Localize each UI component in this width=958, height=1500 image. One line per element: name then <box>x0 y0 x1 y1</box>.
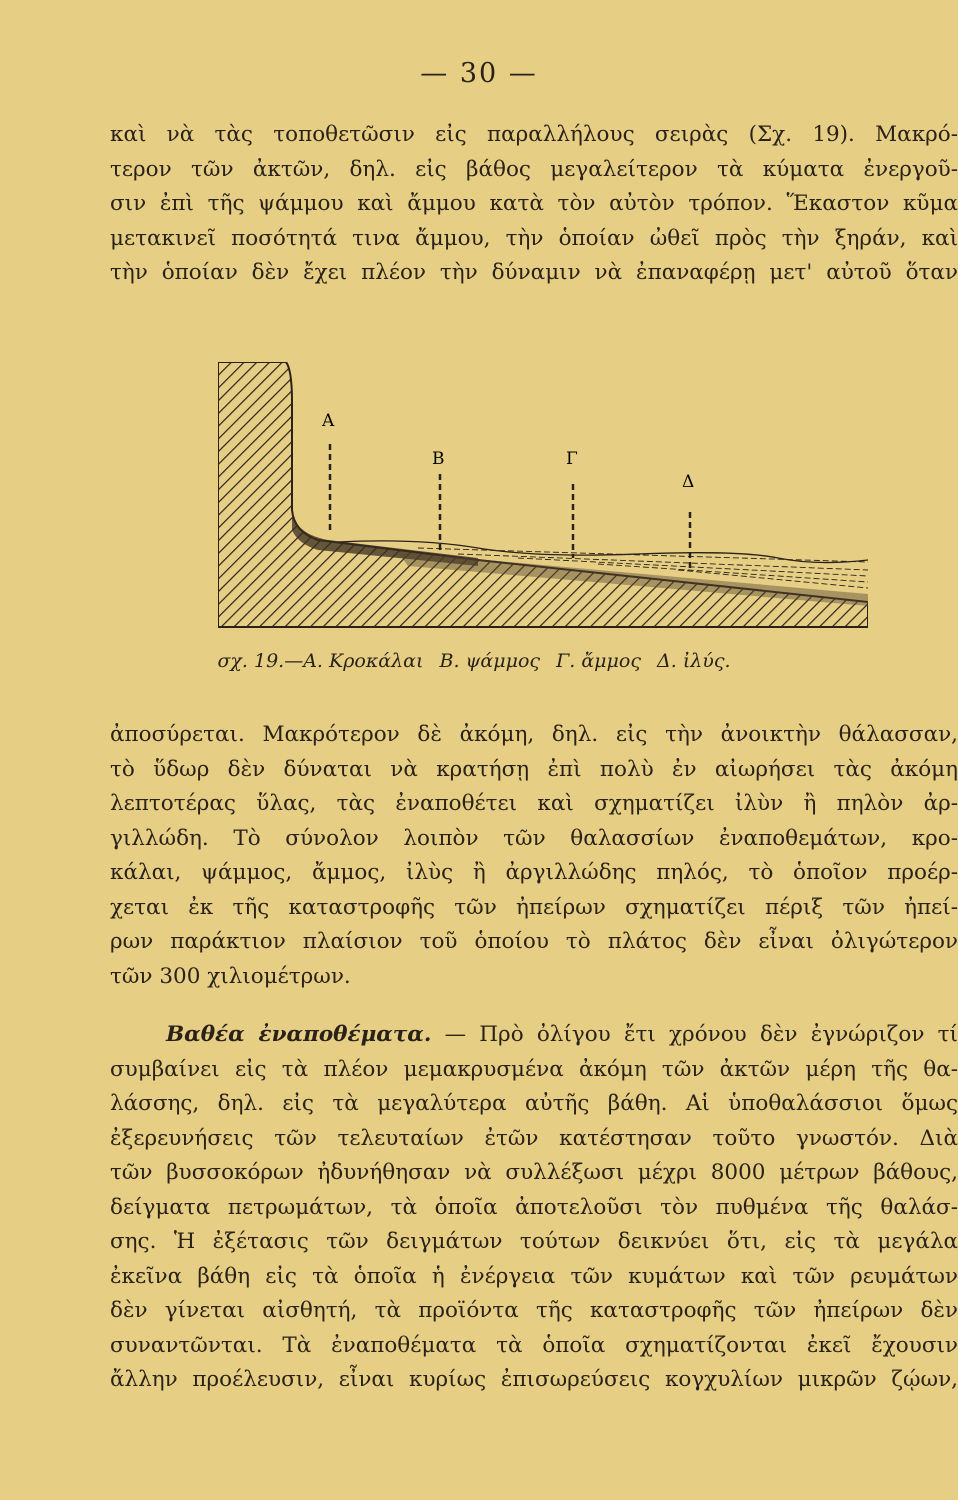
caption-b: Β. ψάμμος <box>439 650 541 672</box>
text-line: μετακινεῖ ποσότητά τινα ἄμμου, τὴν ὁποίαν ὠθεῖ πρὸς τὴν ξηράν, καὶ <box>110 225 958 251</box>
text-line: λάσσης, δηλ. εἰς τὰ μεγαλύτερα αὐτῆς βάθη. Αἱ ὑποθαλάσσιοι ὅμως <box>110 1091 958 1116</box>
caption-fig: σχ. 19.—Α. Κροκάλαι <box>217 650 424 672</box>
section-heading: Βαθέα ἐναποθέματα. <box>166 1022 432 1047</box>
caption-g: Γ. ἄμμος <box>556 650 641 672</box>
coastal-sediment-figure <box>218 362 868 632</box>
text-line: καὶ νὰ τὰς τοποθετῶσιν εἰς παραλλήλους σειρὰς (Σχ. 19). Μακρό- <box>110 122 958 147</box>
text-line: ἐξερευνήσεις τῶν τελευταίων ἐτῶν κατέστησαν τοῦτο γνωστόν. Διὰ <box>110 1125 958 1151</box>
text-line: τερον τῶν ἀκτῶν, δηλ. εἰς βάθος μεγαλείτερον τὰ κύματα ἐνεργοῦ- <box>110 156 958 182</box>
figure-caption <box>0 650 958 672</box>
text-line: συναντῶνται. Τὰ ἐναποθέματα τὰ ὁποῖα σχηματίζονται ἐκεῖ ἔχουσιν <box>110 1332 958 1358</box>
caption-d: Δ. ἰλύς. <box>657 650 731 672</box>
heading-line-text: — Πρὸ ὀλίγου ἔτι χρόνου δὲν ἐγνώριζον τί <box>444 1022 958 1047</box>
text-line: ἐκεῖνα βάθη εἰς τὰ ὁποῖα ἡ ἐνέργεια τῶν κυμάτων καὶ τῶν ρευμάτων <box>110 1263 958 1289</box>
text-line: σιν ἐπὶ τῆς ψάμμου καὶ ἄμμου κατὰ τὸν αὐτὸν τρόπον. Ἕκαστον κῦμα <box>110 191 958 216</box>
text-line: χεται ἐκ τῆς καταστροφῆς τῶν ἠπείρων σχηματίζει πέριξ τῶν ἠπεί- <box>110 894 958 920</box>
text-line: ρων παράκτιον πλαίσιον τοῦ ὁποίου τὸ πλάτος δὲν εἶναι ὀλιγώτερον <box>110 929 958 954</box>
text-line: δὲν γίνεται αἰσθητή, τὰ προϊόντα τῆς καταστροφῆς τῶν ἠπείρων δὲν <box>110 1298 958 1323</box>
label-d: Δ <box>682 472 695 492</box>
text-line: λεπτοτέρας ὕλας, τὰς ἐναποθέτει καὶ σχηματίζει ἰλὺν ἢ πηλὸν ἀρ- <box>110 791 958 816</box>
label-b: Β <box>432 449 445 469</box>
paragraph-1 <box>110 118 958 291</box>
text-line: τῶν βυσσοκόρων ἠδυνήθησαν νὰ συλλέξωσι μέχρι 8000 μέτρων βάθους, <box>110 1160 958 1185</box>
text-line: γιλλώδη. Τὸ σύνολον λοιπὸν τῶν θαλασσίων ἐναποθεμάτων, κρο- <box>110 825 958 851</box>
text-line: σης. Ἡ ἐξέτασις τῶν δειγμάτων τούτων δεικνύει ὅτι, εἰς τὰ μεγάλα <box>110 1229 958 1254</box>
text-line: ἄλλην προέλευσιν, εἶναι κυρίως ἐπισωρεύσεις κογχυλίων μικρῶν ζῴων, <box>110 1367 958 1392</box>
text-line: κάλαι, ψάμμος, ἄμμος, ἰλὺς ἢ ἀργιλλώδης πηλός, τὸ ὁποῖον προέρ- <box>110 860 958 885</box>
label-a: Α <box>322 411 335 431</box>
paragraph-3 <box>110 1018 958 1398</box>
text-line <box>110 1018 958 1053</box>
label-g: Γ <box>566 449 578 469</box>
text-line: συμβαίνει εἰς τὰ πλέον μεμακρυσμένα ἀκόμη τῶν ἀκτῶν μέρη τῆς θα- <box>110 1056 958 1082</box>
paragraph-2 <box>110 718 958 994</box>
text-line: τὸ ὕδωρ δὲν δύναται νὰ κρατήσῃ ἐπὶ πολὺ ἐν αἰωρήσει τὰς ἀκόμη <box>110 756 958 782</box>
text-line: τὴν ὁποίαν δὲν ἔχει πλέον τὴν δύναμιν νὰ ἐπαναφέρῃ μετ' αὐτοῦ ὅταν <box>110 260 958 285</box>
text-line: τῶν 300 χιλιομέτρων. <box>110 963 351 989</box>
page-number: — 30 — <box>420 58 538 89</box>
text-line: δείγματα πετρωμάτων, τὰ ὁποῖα ἀποτελοῦσι τὸν πυθμένα τῆς θαλάσ- <box>110 1194 958 1220</box>
text-line: ἀποσύρεται. Μακρότερον δὲ ἀκόμη, δηλ. εἰς τὴν ἀνοικτὴν θάλασσαν, <box>110 722 958 747</box>
